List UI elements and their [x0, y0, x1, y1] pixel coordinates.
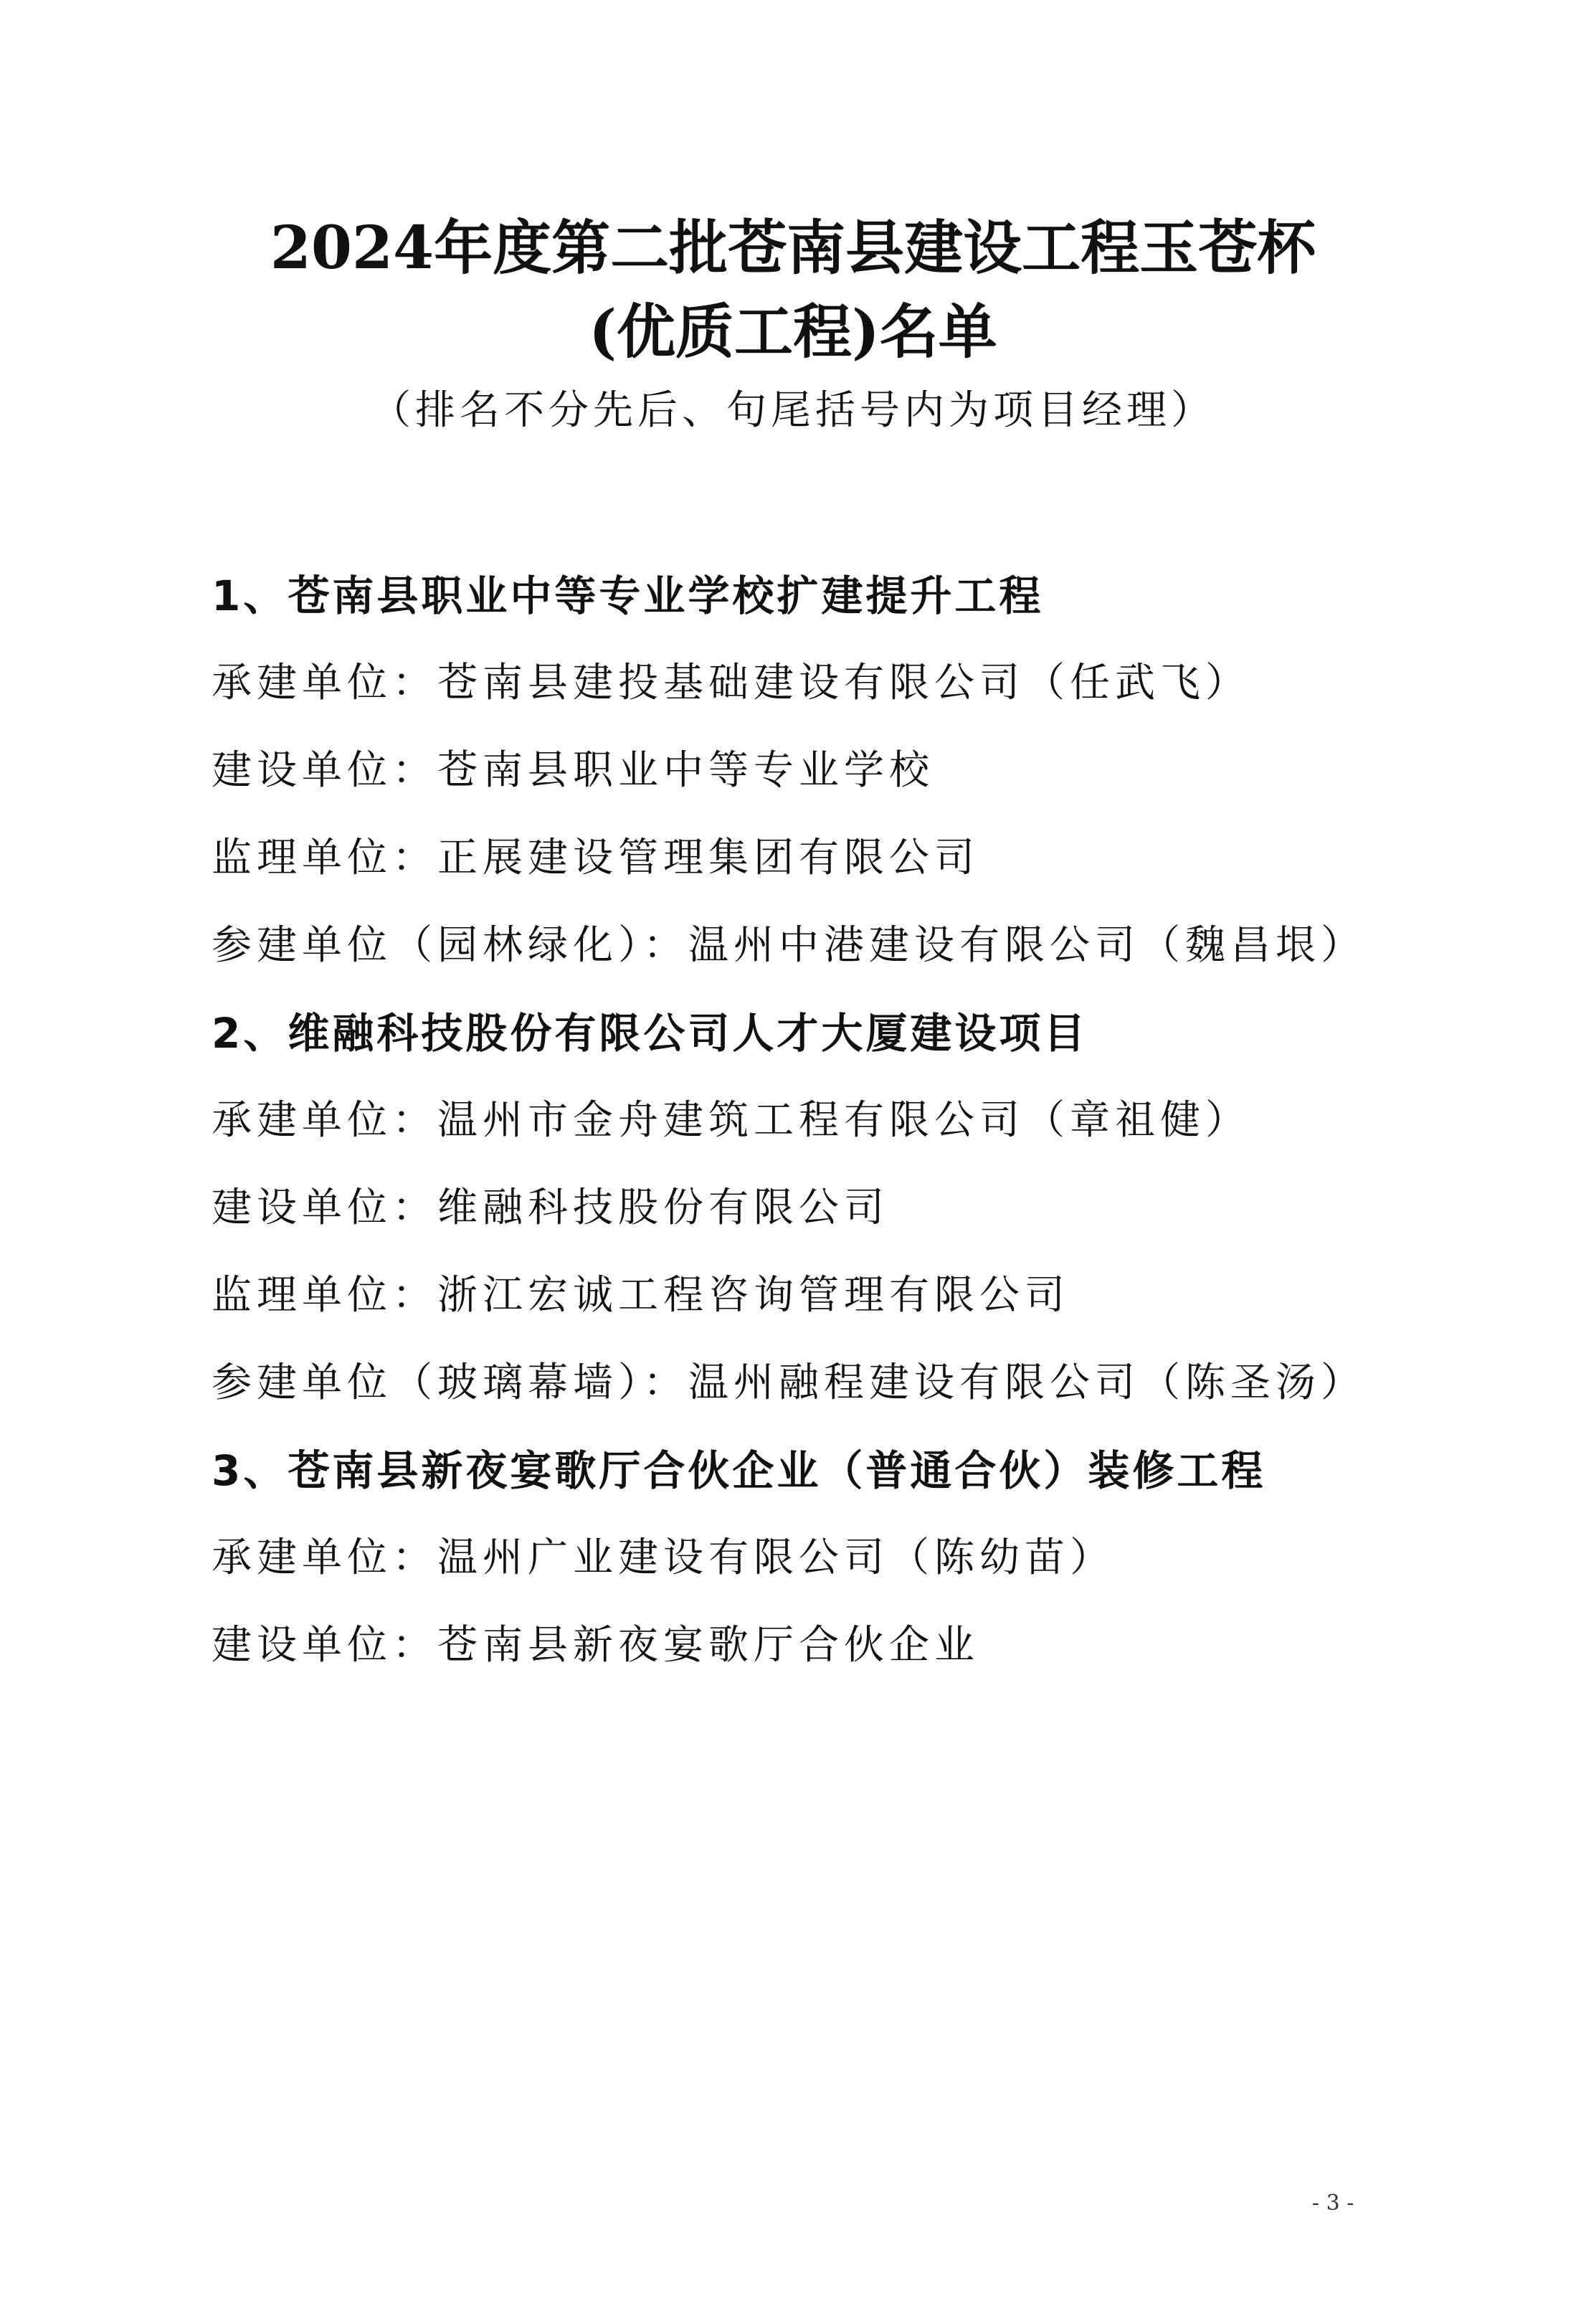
owner-row: 建设单位：苍南县新夜宴歌厅合伙企业: [212, 1622, 979, 1669]
supervisor-row: 监理单位：浙江宏诚工程咨询管理有限公司: [212, 1272, 1070, 1319]
project-2: [212, 990, 1559, 1427]
contractor-row: 承建单位：温州市金舟建筑工程有限公司（章祖健）: [212, 1097, 1250, 1144]
project-title: 1、苍南县职业中等专业学校扩建提升工程: [212, 571, 1044, 620]
owner-row: 建设单位：苍南县职业中等专业学校: [212, 747, 934, 794]
project-list: [212, 552, 1559, 1689]
participant-row: 参建单位（玻璃幕墙）：温州融程建设有限公司（陈圣汤）: [212, 1360, 1366, 1406]
participant-row: 参建单位（园林绿化）：温州中港建设有限公司（魏昌垠）: [212, 922, 1366, 969]
contractor-row: 承建单位：苍南县建投基础建设有限公司（任武飞）: [212, 660, 1250, 706]
owner-row: 建设单位：维融科技股份有限公司: [212, 1185, 889, 1231]
project-3: [212, 1427, 1559, 1689]
page-number: - 3 -: [1312, 2191, 1354, 2216]
document-subtitle: （排名不分先后、句尾括号内为项目经理）: [371, 387, 1215, 434]
project-1: [212, 552, 1559, 990]
project-title: 3、苍南县新夜宴歌厅合伙企业（普通合伙）装修工程: [212, 1446, 1266, 1495]
project-title: 2、维融科技股份有限公司人才大厦建设项目: [212, 1009, 1088, 1058]
document-title-line-1: 2024年度第二批苍南县建设工程玉苍杯: [270, 214, 1316, 283]
document-title-line-2: (优质工程)名单: [589, 298, 997, 366]
supervisor-row: 监理单位：正展建设管理集团有限公司: [212, 835, 979, 881]
contractor-row: 承建单位：温州广业建设有限公司（陈幼苗）: [212, 1535, 1115, 1581]
